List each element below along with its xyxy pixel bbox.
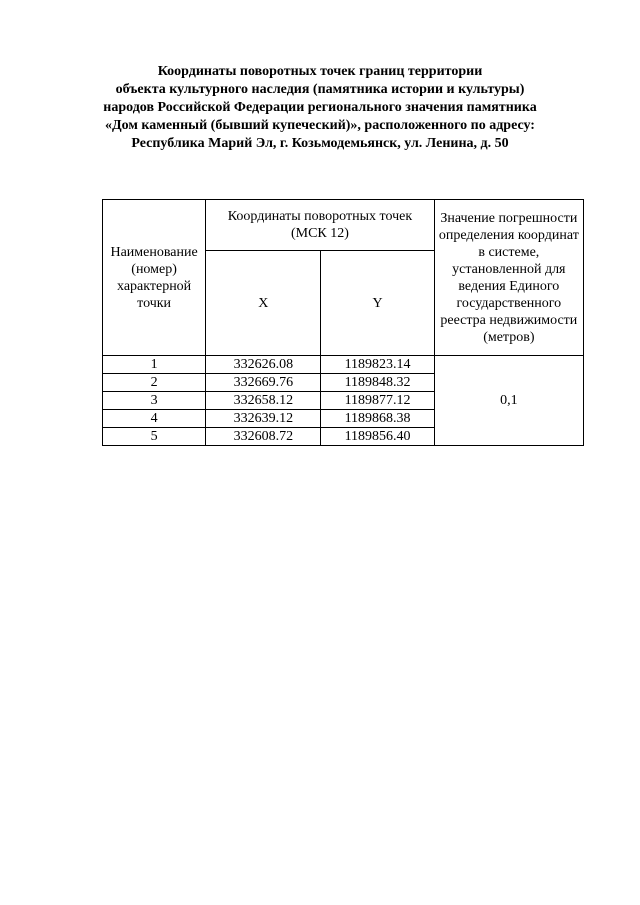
error-value: 0,1: [434, 356, 583, 446]
point-number: 3: [103, 392, 206, 410]
header-coordinates: Координаты поворотных точек (МСК 12): [206, 200, 434, 251]
coord-x: 332626.08: [206, 356, 321, 374]
header-y: Y: [321, 251, 434, 356]
point-number: 1: [103, 356, 206, 374]
title-line: народов Российской Федерации регионального значения памятника: [103, 100, 537, 115]
coordinates-table: [102, 199, 584, 446]
coord-y: 1189848.32: [321, 374, 434, 392]
header-x: X: [206, 251, 321, 356]
point-number: 5: [103, 428, 206, 446]
coord-y: 1189868.38: [321, 410, 434, 428]
coord-x: 332669.76: [206, 374, 321, 392]
coord-y: 1189877.12: [321, 392, 434, 410]
header-error-value: Значение погрешности определения координат в системе, установленной для ведения Единого государственного реестра недвижимости (метров): [434, 200, 583, 356]
table-row: [103, 356, 584, 374]
title-line: «Дом каменный (бывший купеческий)», расположенного по адресу:: [105, 118, 535, 133]
header-point-name: Наименование (номер) характерной точки: [103, 200, 206, 356]
coord-x: 332608.72: [206, 428, 321, 446]
title-line: Координаты поворотных точек границ территории: [157, 64, 483, 79]
point-number: 2: [103, 374, 206, 392]
page-title: [60, 63, 580, 153]
coord-x: 332658.12: [206, 392, 321, 410]
title-line: Республика Марий Эл, г. Козьмодемьянск, ул. Ленина, д. 50: [131, 136, 509, 151]
title-line: объекта культурного наследия (памятника истории и культуры): [115, 82, 525, 97]
coord-x: 332639.12: [206, 410, 321, 428]
coord-y: 1189856.40: [321, 428, 434, 446]
point-number: 4: [103, 410, 206, 428]
coord-y: 1189823.14: [321, 356, 434, 374]
